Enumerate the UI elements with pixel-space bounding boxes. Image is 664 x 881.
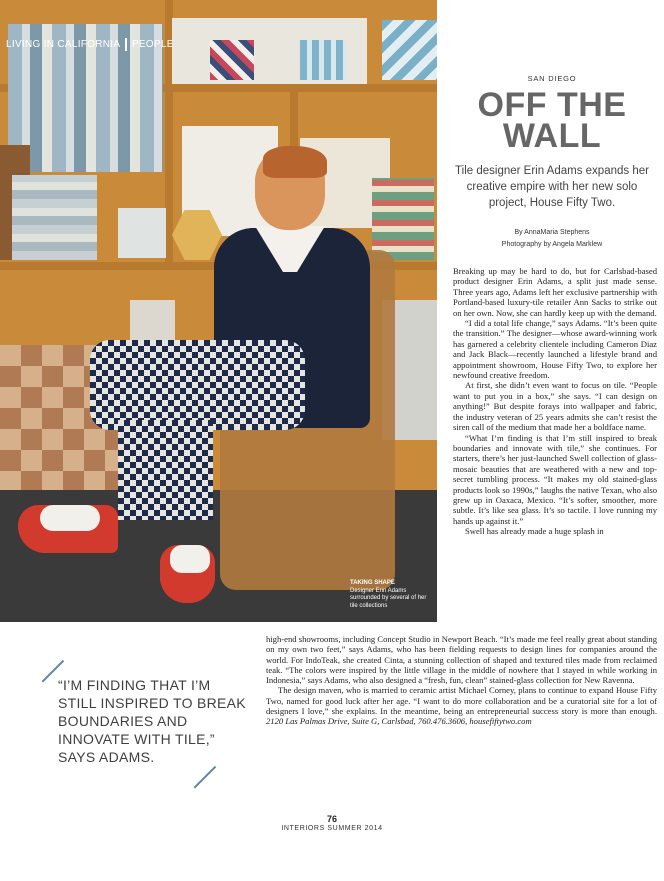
body-paragraph: At first, she didn’t even want to focus on tile. “People want to put you in a box,” she says. “I can design on anything!” But despite forays into wallpaper and fabric, the industry veteran of 25 years admits she can’t resist the siren call of the medium that made her a boldface name. xyxy=(453,380,657,433)
page-number: 76 xyxy=(326,814,337,824)
person-hair-front xyxy=(263,146,327,178)
byline-photographer: Photography by Angela Marklew xyxy=(501,241,603,248)
byline-author: By AnnaMaria Stephens xyxy=(514,229,590,236)
body-paragraph-final-text: The design maven, who is married to ceramic artist Michael Corney, plans to continue to expand House Fifty Two, named for good luck after her age. “I want to do more collaboration and be a curatorial site for a lot of designers I love,” she explains. In the meantime, being an entrepreneurial success story is more than enough. xyxy=(266,685,657,717)
headline xyxy=(447,86,657,155)
section-header xyxy=(6,36,174,52)
pullquote-slash-bottom xyxy=(194,766,216,788)
body-column-bottom xyxy=(266,634,657,727)
section-label: LIVING IN CALIFORNIA xyxy=(6,38,121,50)
tile-sample-stripe xyxy=(382,20,437,80)
subsection-label: PEOPLE xyxy=(131,38,174,50)
body-paragraph: Swell has already made a huge splash in xyxy=(465,526,604,537)
section-separator xyxy=(125,38,127,51)
photo-caption xyxy=(350,580,432,610)
caption-title: TAKING SHAPE xyxy=(350,580,395,586)
address: 2120 Las Palmas Drive, Suite G, Carlsbad, 760.476.3606, housefiftytwo.com xyxy=(266,716,532,727)
body-paragraph: “I did a total life change,” says Adams. “It’s been quite the transition.” The designer—whose award-winning work has garnered a celebrity clientele including Cameron Diaz and Jack Black—recently launched a lifestyle brand and appointment showroom, House Fifty Two, to explore her newfound creative freedom. xyxy=(453,318,657,381)
tile-sample-white xyxy=(118,208,166,258)
headline-line-2: WALL xyxy=(502,117,602,155)
body-paragraph-final xyxy=(266,685,657,726)
tile-sample-glass xyxy=(12,175,97,260)
body-paragraph: “What I’m finding is that I’m still inspired to break boundaries and innovate with tile,” she continues. For starters, there’s her just-launched Swell collection of glass-mosaic beauties that are weathered with a new and top-secret tumbling process. “It makes my old stained-glass products look so 1990s,” laughs the native Texan, who also grew up in Oaxaca, Mexico. “It’s softer, smoother, more subtle. It’s like sea glass. It’s so tactile. I love running my hands up against it.” xyxy=(453,432,657,526)
tile-sample-blue xyxy=(300,40,346,80)
body-paragraph-continued: high-end showrooms, including Concept Studio in Newport Beach. “It’s made me feel really great about standing on my own two feet,” says Adams, who has been fielding requests to design lines for companies around the world. For IndoTeak, she created Cinta, a stunning collection of shaped and textured tiles made from reclaimed teak. “The colors were inspired by the little village in the middle of nowhere that I stayed in while working in Indonesia,” says Adams, who also designed a “fresh, fun, clean” stained-glass collection for New Ravenna. xyxy=(266,634,657,686)
caption-body: Designer Erin Adams surrounded by several of her tile collections xyxy=(350,587,427,609)
body-paragraph: Breaking up may be hard to do, but for Carlsbad-based product designer Erin Adams, a split just made sense. Three years ago, Adams left her exclusive partnership with Portland-based luxury-tile retailer Ann Sacks to strike out on her own. Now, she can hardly keep up with the demand. xyxy=(453,266,657,318)
person-shoe-left-saddle-front xyxy=(40,505,100,531)
dek: Tile designer Erin Adams expands her creative empire with her new solo project, House Fifty Two. xyxy=(455,165,649,209)
headline-line-1: OFF THE xyxy=(477,86,627,124)
person-legs xyxy=(90,340,305,430)
body-column-right xyxy=(453,266,657,537)
tile-sample-pattern xyxy=(210,40,254,80)
person-legs-lower xyxy=(118,420,213,520)
publication-footer: INTERIORS SUMMER 2014 xyxy=(281,825,383,832)
person-shoe-right-saddle-front xyxy=(170,545,210,573)
kicker: SAN DIEGO xyxy=(527,74,577,83)
feature-photo xyxy=(0,0,437,622)
pull-quote: “I’M FINDING THAT I’M STILL INSPIRED TO BREAK BOUNDARIES AND INNOVATE WITH TILE,” SAYS ADAMS. xyxy=(58,677,246,765)
byline xyxy=(449,227,655,251)
tile-sample-mosaic-colored xyxy=(372,178,434,260)
